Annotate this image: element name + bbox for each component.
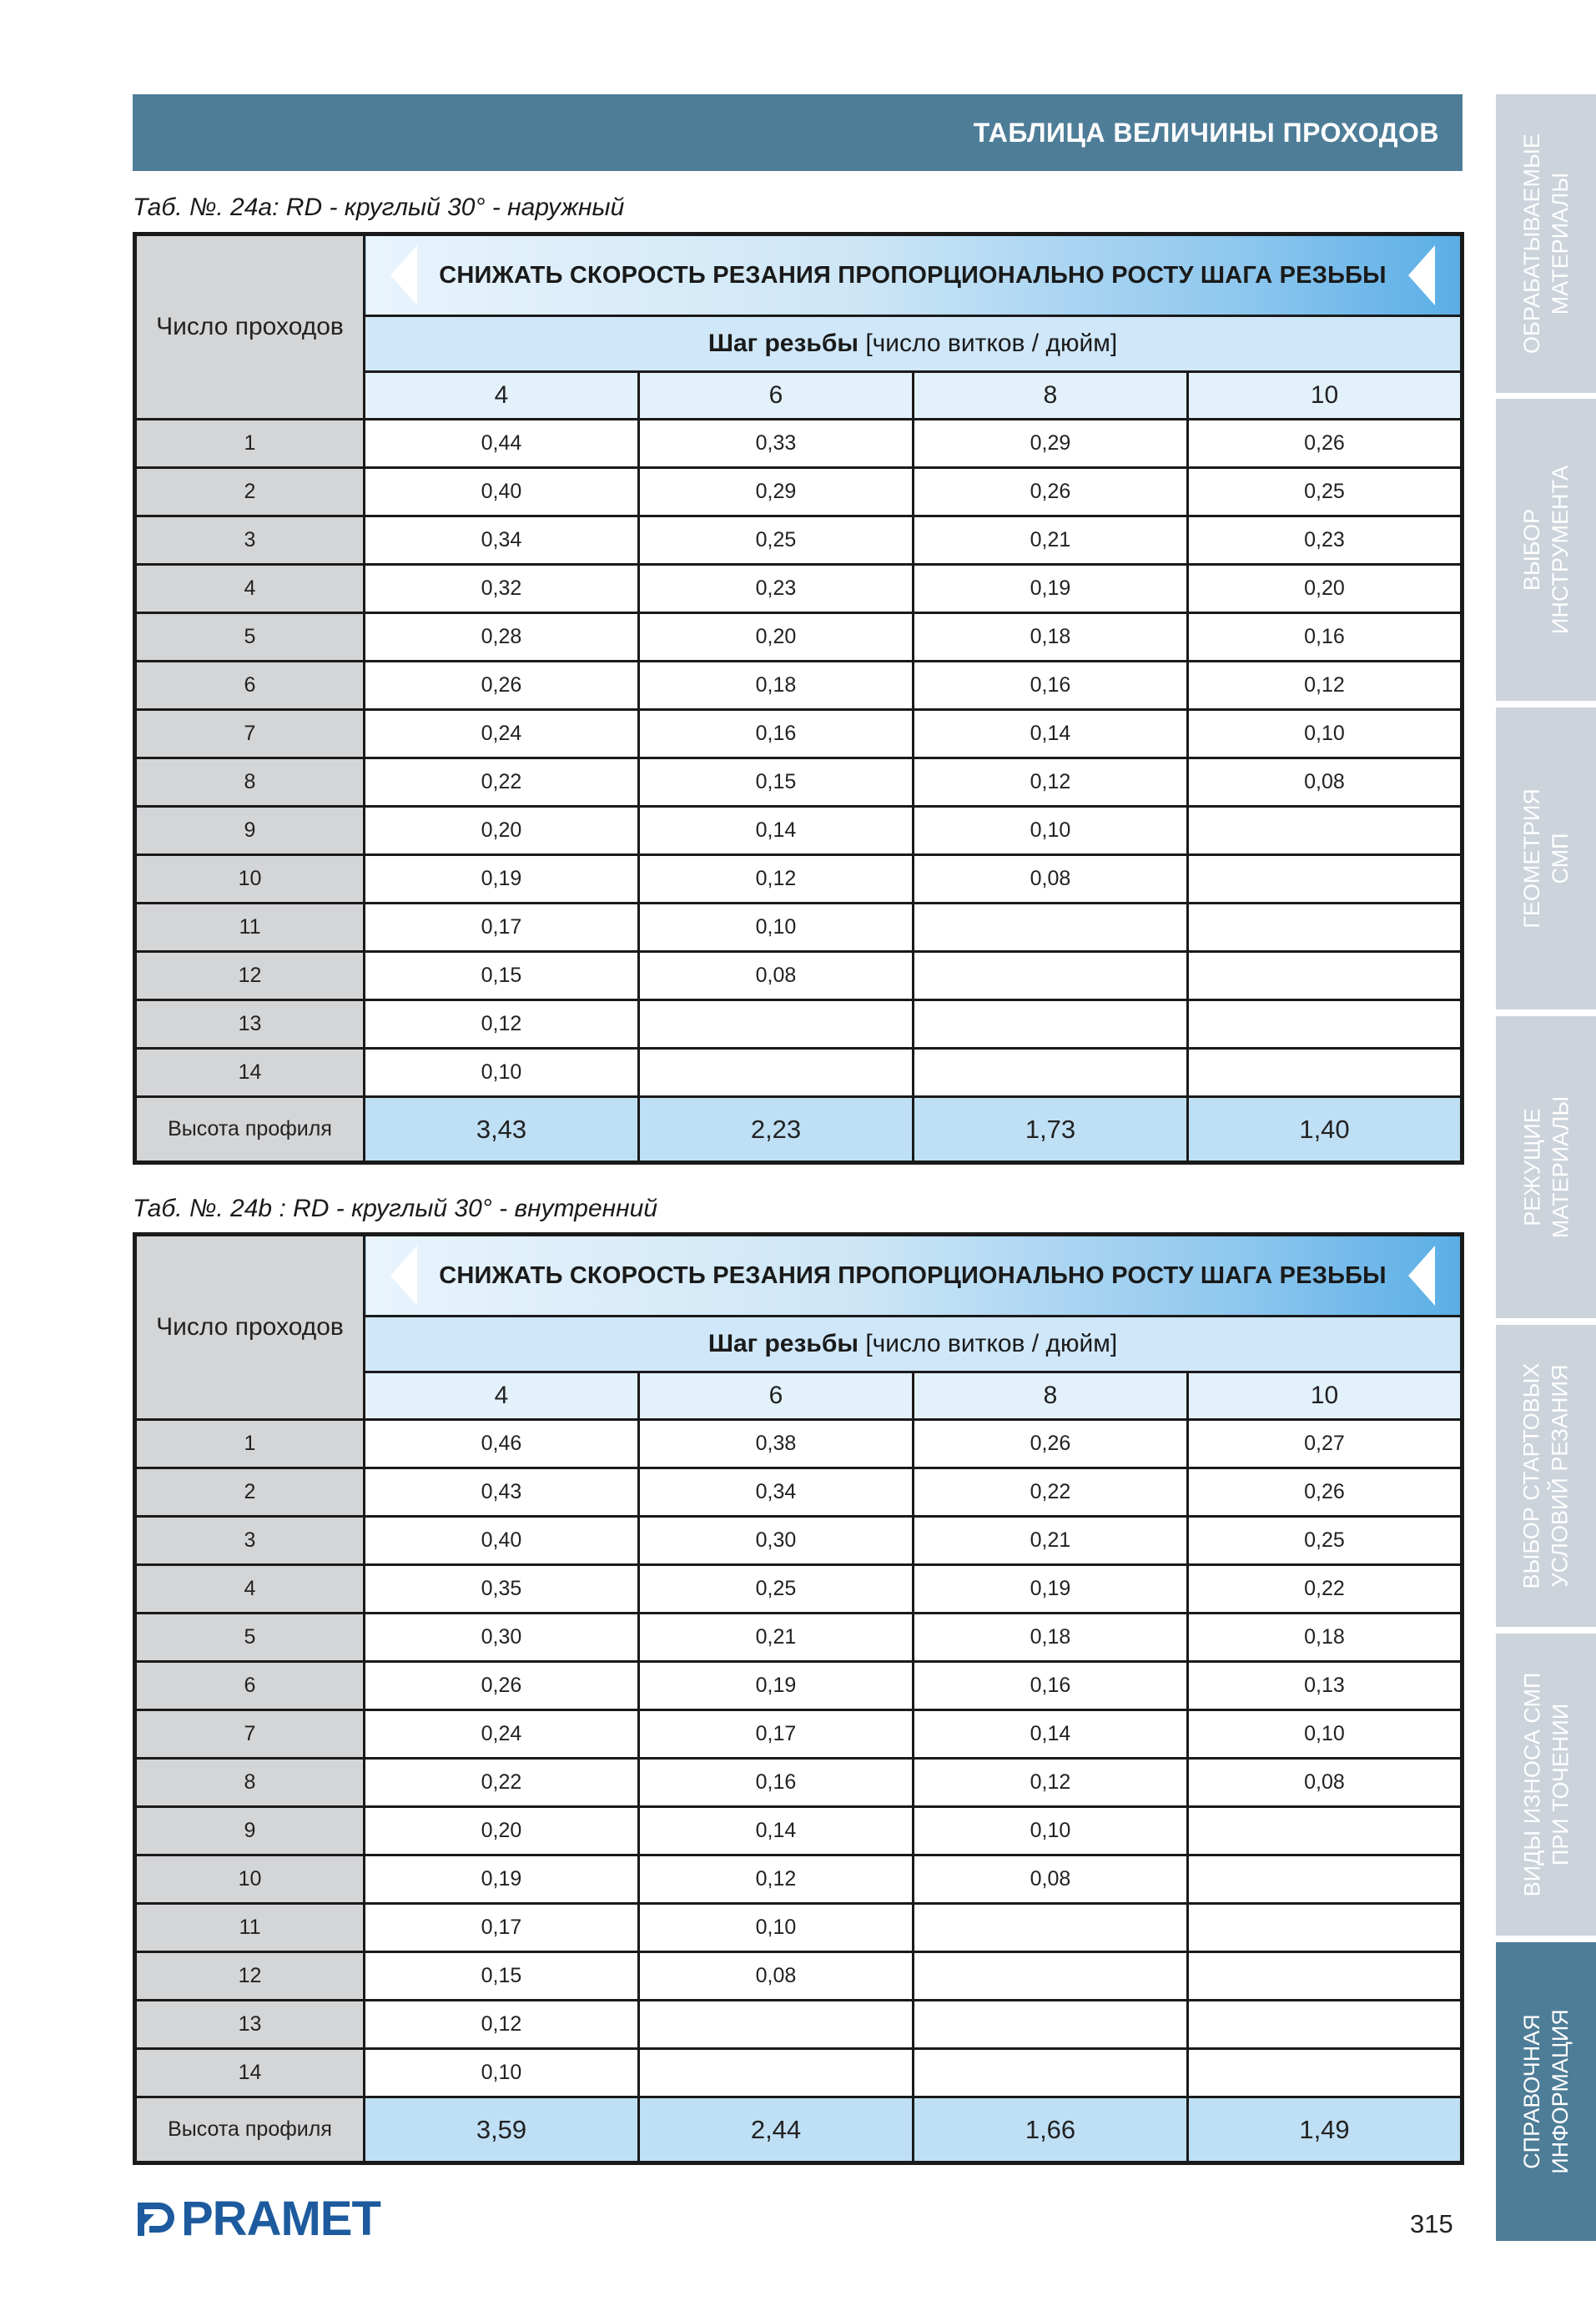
depth-value-cell: 0,14 bbox=[639, 807, 914, 855]
depth-value-cell: 0,20 bbox=[639, 613, 914, 662]
side-tab-7[interactable] bbox=[1496, 1942, 1596, 2241]
depth-value-cell bbox=[914, 2049, 1188, 2097]
profile-height-value: 1,49 bbox=[1188, 2097, 1463, 2163]
pass-number-cell: 5 bbox=[135, 1614, 365, 1662]
side-tab-label: СМП bbox=[1548, 833, 1573, 884]
depth-value-cell: 0,29 bbox=[639, 468, 914, 516]
table-row bbox=[135, 1807, 1463, 1855]
depth-value-cell: 0,08 bbox=[914, 1855, 1188, 1904]
page-number: 315 bbox=[1410, 2209, 1453, 2238]
depth-value-cell: 0,25 bbox=[1188, 468, 1463, 516]
side-tab-2[interactable] bbox=[1496, 399, 1596, 701]
side-tab-1[interactable] bbox=[1496, 94, 1596, 393]
depth-value-cell: 0,34 bbox=[365, 516, 639, 565]
depth-value-cell: 0,12 bbox=[639, 1855, 914, 1904]
profile-height-label: Высота профиля bbox=[135, 1097, 365, 1163]
depth-value-cell: 0,16 bbox=[914, 662, 1188, 710]
tpi-header-cell: 10 bbox=[1188, 1372, 1463, 1420]
depth-value-cell bbox=[1188, 904, 1463, 952]
thread-passes-table-24b bbox=[133, 1232, 1464, 2165]
arrow-left-icon bbox=[390, 245, 417, 305]
banner-text: СНИЖАТЬ СКОРОСТЬ РЕЗАНИЯ ПРОПОРЦИОНАЛЬНО РОСТУ ШАГА РЕЗЬБЫ bbox=[439, 261, 1387, 289]
table-row bbox=[135, 710, 1463, 758]
depth-value-cell bbox=[639, 1049, 914, 1097]
depth-value-cell: 0,08 bbox=[639, 1952, 914, 2001]
pass-number-cell: 8 bbox=[135, 1759, 365, 1807]
depth-value-cell bbox=[1188, 1952, 1463, 2001]
depth-value-cell: 0,33 bbox=[639, 420, 914, 468]
profile-height-value: 2,23 bbox=[639, 1097, 914, 1163]
pass-number-cell: 2 bbox=[135, 468, 365, 516]
depth-value-cell: 0,26 bbox=[914, 468, 1188, 516]
depth-value-cell: 0,24 bbox=[365, 1710, 639, 1759]
thread-pitch-unit: [число витков / дюйм] bbox=[858, 1330, 1118, 1357]
depth-value-cell: 0,32 bbox=[365, 565, 639, 613]
profile-height-row bbox=[135, 2097, 1463, 2163]
pramet-logo-text: PRAMET bbox=[181, 2192, 380, 2246]
table-row bbox=[135, 1000, 1463, 1049]
depth-value-cell: 0,26 bbox=[365, 662, 639, 710]
depth-value-cell: 0,12 bbox=[914, 758, 1188, 807]
depth-value-cell bbox=[914, 1000, 1188, 1049]
depth-value-cell: 0,16 bbox=[639, 710, 914, 758]
pass-number-cell: 4 bbox=[135, 565, 365, 613]
pass-number-cell: 1 bbox=[135, 420, 365, 468]
thread-pitch-unit: [число витков / дюйм] bbox=[858, 330, 1118, 357]
depth-value-cell: 0,14 bbox=[914, 710, 1188, 758]
depth-value-cell: 0,29 bbox=[914, 420, 1188, 468]
table-row bbox=[135, 1468, 1463, 1517]
depth-value-cell: 0,08 bbox=[1188, 1759, 1463, 1807]
depth-value-cell: 0,22 bbox=[365, 1759, 639, 1807]
side-tab-4[interactable] bbox=[1496, 1016, 1596, 1318]
pass-number-cell: 13 bbox=[135, 1000, 365, 1049]
table-caption-24b: Таб. №. 24b : RD - круглый 30° - внутренний bbox=[133, 1195, 658, 1222]
thread-pitch-header bbox=[365, 1317, 1463, 1372]
depth-value-cell: 0,10 bbox=[639, 1904, 914, 1952]
depth-value-cell: 0,25 bbox=[639, 1565, 914, 1614]
depth-value-cell: 0,18 bbox=[639, 662, 914, 710]
pass-number-cell: 6 bbox=[135, 1662, 365, 1710]
depth-value-cell: 0,40 bbox=[365, 1517, 639, 1565]
depth-value-cell: 0,17 bbox=[365, 904, 639, 952]
depth-value-cell: 0,10 bbox=[365, 1049, 639, 1097]
depth-value-cell: 0,44 bbox=[365, 420, 639, 468]
side-tab-3[interactable] bbox=[1496, 707, 1596, 1009]
depth-value-cell: 0,23 bbox=[639, 565, 914, 613]
pass-number-cell: 3 bbox=[135, 516, 365, 565]
profile-height-value: 2,44 bbox=[639, 2097, 914, 2163]
depth-value-cell: 0,10 bbox=[365, 2049, 639, 2097]
depth-value-cell: 0,12 bbox=[365, 2001, 639, 2049]
depth-value-cell: 0,08 bbox=[639, 952, 914, 1000]
depth-value-cell bbox=[914, 2001, 1188, 2049]
depth-value-cell: 0,43 bbox=[365, 1468, 639, 1517]
table-row bbox=[135, 758, 1463, 807]
side-tab-label: МАТЕРИАЛЫ bbox=[1548, 1095, 1573, 1239]
depth-value-cell: 0,25 bbox=[1188, 1517, 1463, 1565]
pass-number-cell: 11 bbox=[135, 1904, 365, 1952]
pass-number-cell: 3 bbox=[135, 1517, 365, 1565]
depth-value-cell bbox=[1188, 807, 1463, 855]
depth-value-cell: 0,34 bbox=[639, 1468, 914, 1517]
depth-value-cell bbox=[1188, 2049, 1463, 2097]
thread-pitch-label: Шаг резьбы bbox=[707, 330, 858, 357]
depth-value-cell: 0,27 bbox=[1188, 1420, 1463, 1468]
arrow-left-icon bbox=[1408, 245, 1435, 305]
depth-value-cell: 0,19 bbox=[365, 855, 639, 904]
depth-value-cell bbox=[1188, 2001, 1463, 2049]
depth-value-cell: 0,10 bbox=[1188, 1710, 1463, 1759]
depth-value-cell: 0,21 bbox=[914, 1517, 1188, 1565]
table-row bbox=[135, 662, 1463, 710]
side-tab-label: ИНФОРМАЦИЯ bbox=[1548, 2009, 1573, 2174]
depth-value-cell: 0,23 bbox=[1188, 516, 1463, 565]
table-row bbox=[135, 1049, 1463, 1097]
depth-value-cell: 0,10 bbox=[1188, 710, 1463, 758]
table-row bbox=[135, 904, 1463, 952]
depth-value-cell: 0,10 bbox=[639, 904, 914, 952]
pass-number-cell: 9 bbox=[135, 807, 365, 855]
pramet-logo-mark-icon bbox=[133, 2198, 176, 2241]
depth-value-cell bbox=[914, 904, 1188, 952]
pass-number-cell: 8 bbox=[135, 758, 365, 807]
depth-value-cell: 0,15 bbox=[365, 1952, 639, 2001]
table-row bbox=[135, 1420, 1463, 1468]
table-row bbox=[135, 2001, 1463, 2049]
depth-value-cell: 0,38 bbox=[639, 1420, 914, 1468]
side-tab-label: ГЕОМЕТРИЯ bbox=[1519, 788, 1545, 929]
table-row bbox=[135, 1855, 1463, 1904]
depth-value-cell: 0,16 bbox=[1188, 613, 1463, 662]
pass-number-cell: 11 bbox=[135, 904, 365, 952]
depth-value-cell: 0,26 bbox=[914, 1420, 1188, 1468]
passes-header: Число проходов bbox=[135, 1235, 365, 1420]
depth-value-cell: 0,22 bbox=[914, 1468, 1188, 1517]
depth-value-cell: 0,30 bbox=[365, 1614, 639, 1662]
depth-value-cell bbox=[1188, 1807, 1463, 1855]
depth-value-cell: 0,19 bbox=[639, 1662, 914, 1710]
depth-value-cell: 0,19 bbox=[365, 1855, 639, 1904]
depth-value-cell: 0,35 bbox=[365, 1565, 639, 1614]
depth-value-cell: 0,20 bbox=[1188, 565, 1463, 613]
depth-value-cell bbox=[914, 1904, 1188, 1952]
table-row bbox=[135, 1904, 1463, 1952]
profile-height-value: 1,73 bbox=[914, 1097, 1188, 1163]
passes-header: Число проходов bbox=[135, 234, 365, 420]
thread-pitch-label: Шаг резьбы bbox=[707, 1330, 858, 1357]
table-row bbox=[135, 952, 1463, 1000]
side-tab-label: ОБРАБАТЫВАЕМЫЕ bbox=[1519, 133, 1545, 354]
side-tab-label: ВЫБОР СТАРТОВЫХ bbox=[1519, 1362, 1545, 1589]
side-tab-label: ВИДЫ ИЗНОСА СМП bbox=[1519, 1672, 1545, 1897]
arrow-left-icon bbox=[1408, 1246, 1435, 1306]
profile-height-value: 3,59 bbox=[365, 2097, 639, 2163]
depth-value-cell: 0,12 bbox=[914, 1759, 1188, 1807]
tpi-header-cell: 4 bbox=[365, 372, 639, 420]
depth-value-cell bbox=[914, 1952, 1188, 2001]
depth-value-cell: 0,19 bbox=[914, 565, 1188, 613]
table-row bbox=[135, 855, 1463, 904]
depth-value-cell: 0,15 bbox=[365, 952, 639, 1000]
depth-value-cell: 0,22 bbox=[1188, 1565, 1463, 1614]
pass-number-cell: 7 bbox=[135, 1710, 365, 1759]
depth-value-cell bbox=[1188, 952, 1463, 1000]
profile-height-value: 1,66 bbox=[914, 2097, 1188, 2163]
tpi-header-cell: 10 bbox=[1188, 372, 1463, 420]
banner-text: СНИЖАТЬ СКОРОСТЬ РЕЗАНИЯ ПРОПОРЦИОНАЛЬНО РОСТУ ШАГА РЕЗЬБЫ bbox=[439, 1261, 1387, 1289]
depth-value-cell: 0,13 bbox=[1188, 1662, 1463, 1710]
pass-number-cell: 1 bbox=[135, 1420, 365, 1468]
depth-value-cell: 0,08 bbox=[1188, 758, 1463, 807]
tpi-header-cell: 4 bbox=[365, 1372, 639, 1420]
speed-warning-banner bbox=[365, 234, 1463, 316]
arrow-left-icon bbox=[390, 1246, 417, 1306]
table-row bbox=[135, 2049, 1463, 2097]
depth-value-cell: 0,14 bbox=[914, 1710, 1188, 1759]
table-caption-24a: Таб. №. 24a: RD - круглый 30° - наружный bbox=[133, 194, 625, 221]
depth-value-cell: 0,20 bbox=[365, 1807, 639, 1855]
side-tab-6[interactable] bbox=[1496, 1634, 1596, 1936]
pass-number-cell: 13 bbox=[135, 2001, 365, 2049]
depth-value-cell: 0,12 bbox=[365, 1000, 639, 1049]
depth-value-cell: 0,12 bbox=[1188, 662, 1463, 710]
side-tab-5[interactable] bbox=[1496, 1325, 1596, 1627]
page-title: ТАБЛИЦА ВЕЛИЧИНЫ ПРОХОДОВ bbox=[973, 117, 1439, 148]
table-row bbox=[135, 516, 1463, 565]
depth-value-cell: 0,24 bbox=[365, 710, 639, 758]
depth-value-cell bbox=[914, 952, 1188, 1000]
side-tab-label: ВЫБОР bbox=[1519, 508, 1545, 592]
profile-height-label: Высота профиля bbox=[135, 2097, 365, 2163]
depth-value-cell bbox=[1188, 1855, 1463, 1904]
depth-value-cell: 0,25 bbox=[639, 516, 914, 565]
depth-value-cell: 0,16 bbox=[639, 1759, 914, 1807]
depth-value-cell: 0,20 bbox=[365, 807, 639, 855]
depth-value-cell: 0,46 bbox=[365, 1420, 639, 1468]
depth-value-cell: 0,10 bbox=[914, 1807, 1188, 1855]
side-tab-label: УСЛОВИЙ РЕЗАНИЯ bbox=[1548, 1364, 1573, 1588]
depth-value-cell: 0,15 bbox=[639, 758, 914, 807]
depth-value-cell: 0,17 bbox=[365, 1904, 639, 1952]
pass-number-cell: 14 bbox=[135, 2049, 365, 2097]
depth-value-cell: 0,26 bbox=[365, 1662, 639, 1710]
side-tab-label: РЕЖУЩИЕ bbox=[1519, 1108, 1544, 1226]
table-row bbox=[135, 1710, 1463, 1759]
profile-height-value: 1,40 bbox=[1188, 1097, 1463, 1163]
depth-value-cell: 0,22 bbox=[365, 758, 639, 807]
depth-value-cell: 0,40 bbox=[365, 468, 639, 516]
depth-value-cell bbox=[639, 2049, 914, 2097]
depth-value-cell: 0,18 bbox=[1188, 1614, 1463, 1662]
depth-value-cell: 0,17 bbox=[639, 1710, 914, 1759]
side-tab-label: МАТЕРИАЛЫ bbox=[1548, 172, 1573, 315]
table-row bbox=[135, 1614, 1463, 1662]
depth-value-cell: 0,21 bbox=[914, 516, 1188, 565]
depth-value-cell: 0,16 bbox=[914, 1662, 1188, 1710]
depth-value-cell: 0,30 bbox=[639, 1517, 914, 1565]
page-header-bar bbox=[133, 94, 1463, 171]
pass-number-cell: 12 bbox=[135, 952, 365, 1000]
pass-number-cell: 4 bbox=[135, 1565, 365, 1614]
depth-value-cell: 0,26 bbox=[1188, 1468, 1463, 1517]
side-tab-label: ИНСТРУМЕНТА bbox=[1548, 465, 1573, 635]
depth-value-cell: 0,10 bbox=[914, 807, 1188, 855]
depth-value-cell: 0,14 bbox=[639, 1807, 914, 1855]
depth-value-cell bbox=[1188, 855, 1463, 904]
table-row bbox=[135, 613, 1463, 662]
depth-value-cell bbox=[1188, 1904, 1463, 1952]
side-tab-label: ПРИ ТОЧЕНИИ bbox=[1548, 1703, 1573, 1866]
thread-passes-table-24a bbox=[133, 232, 1464, 1165]
depth-value-cell bbox=[914, 1049, 1188, 1097]
pass-number-cell: 9 bbox=[135, 1807, 365, 1855]
depth-value-cell: 0,21 bbox=[639, 1614, 914, 1662]
depth-value-cell bbox=[639, 2001, 914, 2049]
table-row bbox=[135, 1952, 1463, 2001]
pramet-logo bbox=[133, 2192, 380, 2246]
depth-value-cell: 0,12 bbox=[639, 855, 914, 904]
profile-height-value: 3,43 bbox=[365, 1097, 639, 1163]
tpi-header-cell: 6 bbox=[639, 372, 914, 420]
depth-value-cell: 0,28 bbox=[365, 613, 639, 662]
profile-height-row bbox=[135, 1097, 1463, 1163]
table-row bbox=[135, 807, 1463, 855]
tpi-header-cell: 8 bbox=[914, 372, 1188, 420]
depth-value-cell bbox=[1188, 1049, 1463, 1097]
pass-number-cell: 5 bbox=[135, 613, 365, 662]
table-row bbox=[135, 1662, 1463, 1710]
pass-number-cell: 10 bbox=[135, 855, 365, 904]
depth-value-cell: 0,19 bbox=[914, 1565, 1188, 1614]
table-row bbox=[135, 1565, 1463, 1614]
pass-number-cell: 7 bbox=[135, 710, 365, 758]
pass-number-cell: 10 bbox=[135, 1855, 365, 1904]
table-row bbox=[135, 1517, 1463, 1565]
depth-value-cell: 0,08 bbox=[914, 855, 1188, 904]
depth-value-cell bbox=[1188, 1000, 1463, 1049]
thread-pitch-header bbox=[365, 316, 1463, 372]
pass-number-cell: 6 bbox=[135, 662, 365, 710]
table-row bbox=[135, 565, 1463, 613]
tpi-header-cell: 6 bbox=[639, 1372, 914, 1420]
pass-number-cell: 14 bbox=[135, 1049, 365, 1097]
table-row bbox=[135, 468, 1463, 516]
table-row bbox=[135, 1759, 1463, 1807]
depth-value-cell bbox=[639, 1000, 914, 1049]
side-tab-label: СПРАВОЧНАЯ bbox=[1519, 2014, 1544, 2169]
pass-number-cell: 12 bbox=[135, 1952, 365, 2001]
table-row bbox=[135, 420, 1463, 468]
pass-number-cell: 2 bbox=[135, 1468, 365, 1517]
depth-value-cell: 0,26 bbox=[1188, 420, 1463, 468]
depth-value-cell: 0,18 bbox=[914, 1614, 1188, 1662]
speed-warning-banner bbox=[365, 1235, 1463, 1317]
depth-value-cell: 0,18 bbox=[914, 613, 1188, 662]
tpi-header-cell: 8 bbox=[914, 1372, 1188, 1420]
